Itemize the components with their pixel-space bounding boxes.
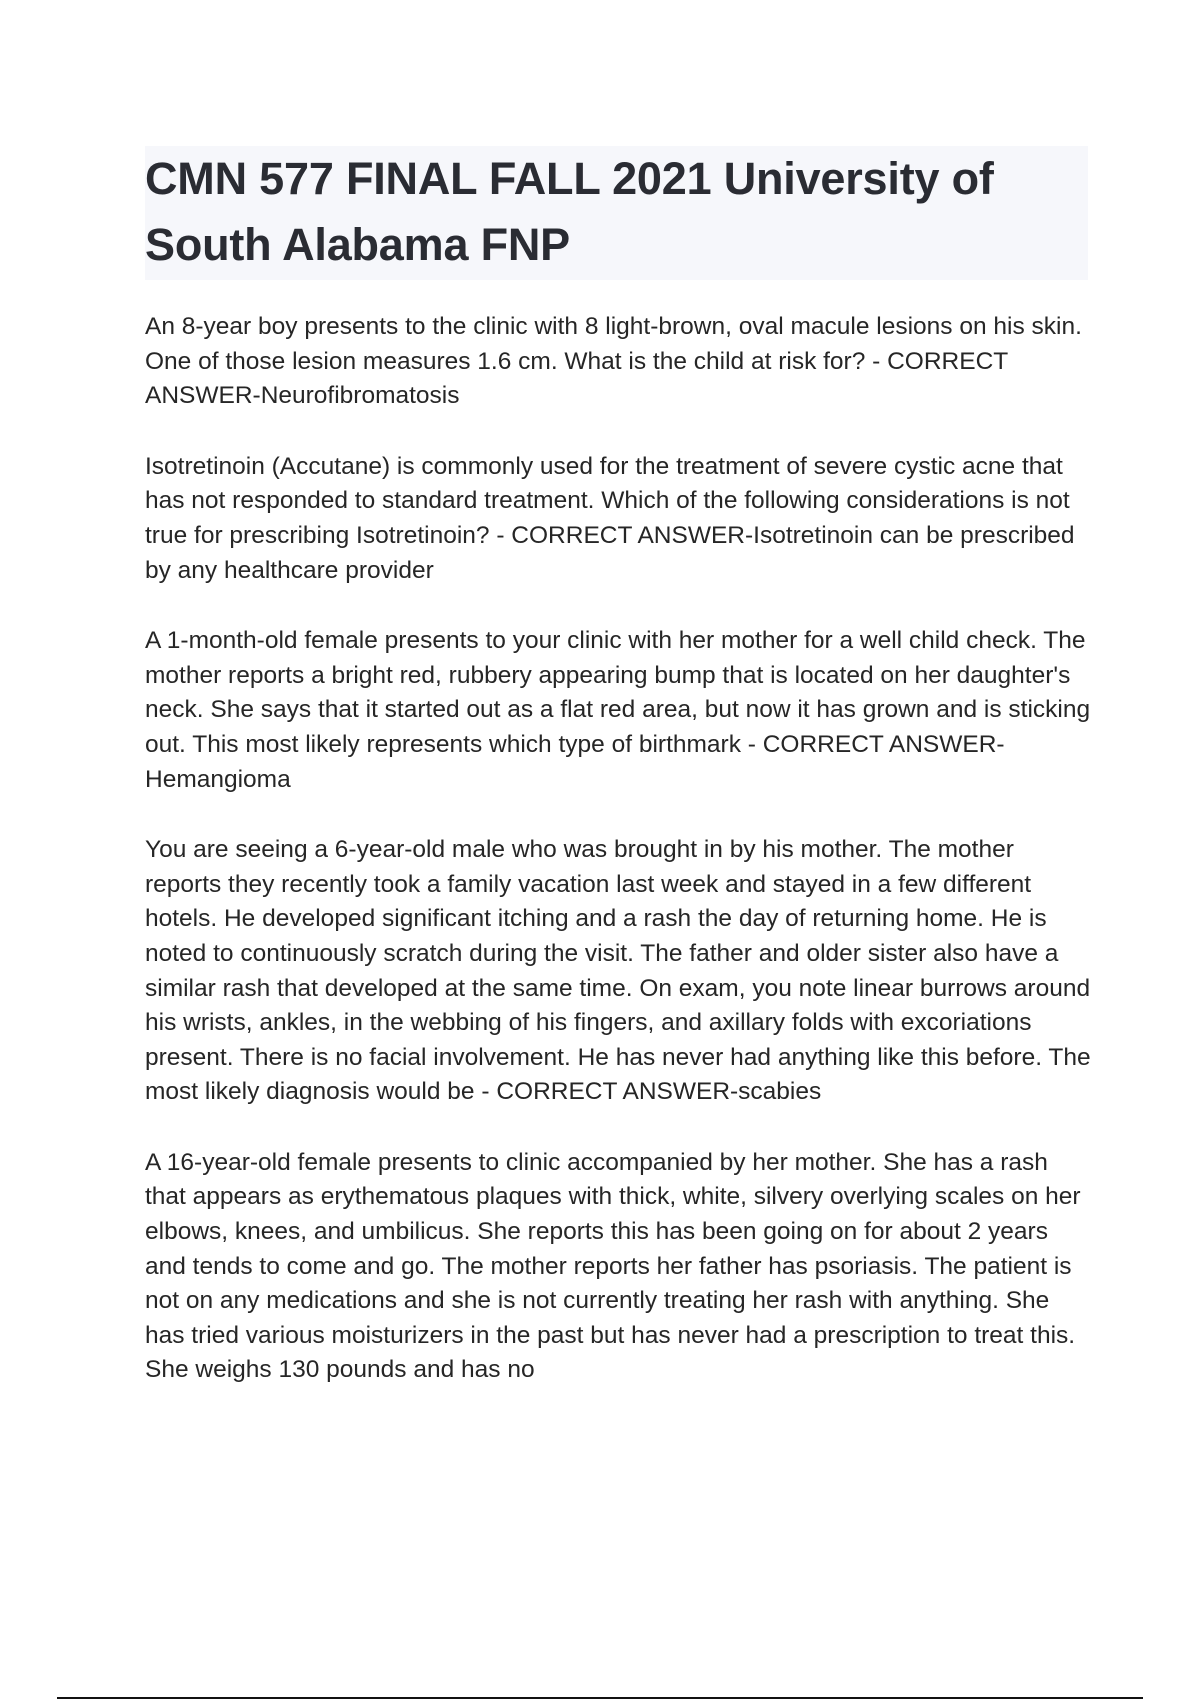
document-title: CMN 577 FINAL FALL 2021 University of South Alabama FNP [145, 153, 994, 270]
qa-item: You are seeing a 6-year-old male who was brought in by his mother. The mother reports they recently took a family vacation last week and stayed in a few different hotels. He developed significant itching and a rash the day of returning home. He is noted to continuously scratch during the visit. The father and older sister also have a similar rash that developed at the same time. On exam, you note linear burrows around his wrists, ankles, in the webbing of his fingers, and axillary folds with excoriations present. There is no facial involvement. He has never had anything like this before. The most likely diagnosis would be - CORRECT ANSWER-scabies [145, 836, 1091, 1106]
page-divider [57, 1697, 1143, 1699]
qa-item: Isotretinoin (Accutane) is commonly used for the treatment of severe cystic acne that has not responded to standard treatment. Which of the following considerations is not true for prescribing Isotretinoin? - CORRECT ANSWER-Isotretinoin can be prescribed by any healthcare provider [145, 452, 1075, 584]
qa-item: An 8-year boy presents to the clinic with 8 light-brown, oval macule lesions on his skin. One of those lesion measures 1.6 cm. What is the child at risk for? - CORRECT ANSWER-Neurofibromatosis [145, 313, 1082, 410]
qa-item: A 16-year-old female presents to clinic accompanied by her mother. She has a rash that appears as erythematous plaques with thick, white, silvery overlying scales on her elbows, knees, and umbilicus. She reports this has been going on for about 2 years and tends to come and go. The mother reports her father has psoriasis. The patient is not on any medications and she is not currently treating her rash with anything. She has tried various moisturizers in the past but has never had a prescription to treat this. She weighs 130 pounds and has no [145, 1148, 1081, 1384]
qa-item: A 1-month-old female presents to your clinic with her mother for a well child check. The mother reports a bright red, rubbery appearing bump that is located on her daughter's neck. She says that it started out as a flat red area, but now it has grown and is sticking out. This most likely represents which type of birthmark - CORRECT ANSWER-Hemangioma [145, 627, 1091, 793]
qa-list [145, 310, 1095, 1424]
title-block [145, 146, 1088, 280]
